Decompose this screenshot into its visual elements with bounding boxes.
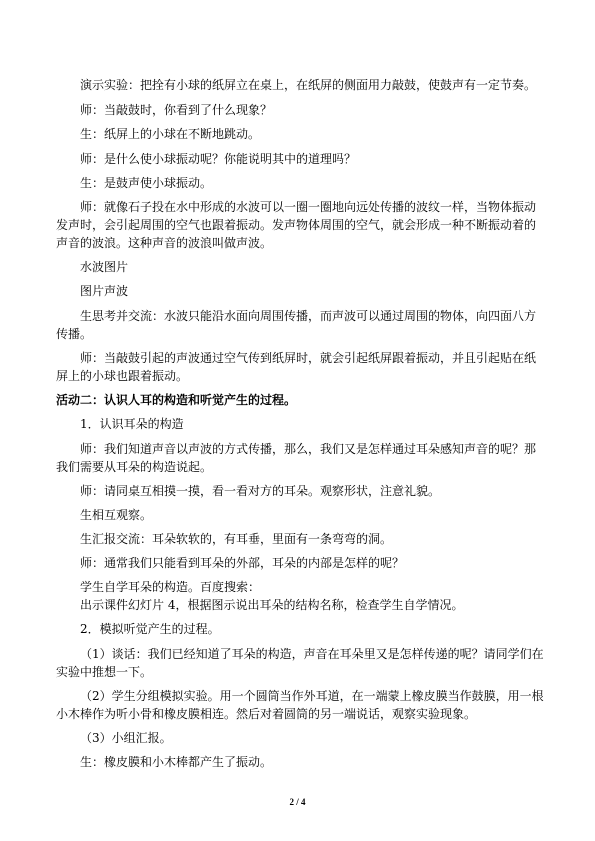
paragraph-line: 1．认识耳朵的构造 — [80, 417, 184, 431]
paragraph-line: （1）谈话：我们已经知道了耳朵的构造，声音在耳朵里又是怎样传递的呢？请同学们在 — [80, 647, 544, 661]
paragraph-line: 水波图片 — [80, 260, 129, 274]
paragraph-line: 实验中推想一下。 — [56, 665, 153, 679]
paragraph-line: 屏上的小球也跟着振动。 — [56, 369, 189, 383]
paragraph-line: 传播。 — [56, 327, 93, 341]
paragraph-line: （3）小组汇报。 — [80, 731, 172, 745]
paragraph-line: 小木棒作为听小骨和橡皮膜相连。然后对着圆筒的另一端说话，观察实验现象。 — [56, 707, 477, 721]
page-number: 2 / 4 — [289, 797, 306, 807]
paragraph-line: 师：是什么使小球振动呢？你能说明其中的道理吗？ — [80, 152, 357, 166]
paragraph-line: 师：当敲鼓时，你看到了什么现象？ — [80, 103, 273, 117]
paragraph-line: 师：当敲鼓引起的声波通过空气传到纸屏时，就会引起纸屏跟着振动，并且引起贴在纸 — [80, 351, 537, 365]
paragraph-line: （2）学生分组模拟实验。用一个圆筒当作外耳道，在一端蒙上橡皮膜当作鼓膜，用一根 — [80, 689, 544, 703]
paragraph-line: 生：纸屏上的小球在不断地跳动。 — [80, 127, 261, 141]
paragraph-line: 生：是鼓声使小球振动。 — [80, 176, 213, 190]
paragraph-line: 我们需要从耳朵的构造说起。 — [56, 460, 213, 474]
paragraph-line: 师：我们知道声音以声波的方式传播，那么，我们又是怎样通过耳朵感知声音的呢？那 — [80, 442, 537, 456]
paragraph-line: 2．模拟听觉产生的过程。 — [80, 622, 220, 636]
paragraph-line: 生思考并交流：水波只能沿水面向周围传播，而声波可以通过周围的物体，向四面八方 — [80, 309, 537, 323]
section-heading: 活动二：认识人耳的构造和听觉产生的过程。 — [56, 393, 297, 407]
paragraph-line: 生：橡皮膜和小木棒都产生了振动。 — [80, 755, 273, 769]
paragraph-line: 出示课件幻灯片 4，根据图示说出耳朵的结构名称，检查学生自学情况。 — [80, 598, 464, 612]
paragraph-line: 师：通常我们只能看到耳朵的外部，耳朵的内部是怎样的呢？ — [80, 556, 405, 570]
paragraph-line: 生相互观察。 — [80, 508, 153, 522]
paragraph-line: 发声时，会引起周围的空气也跟着振动。发声物体周围的空气，就会形成一种不断振动着的 — [56, 218, 537, 232]
paragraph-line: 图片声波 — [80, 284, 129, 298]
paragraph-line: 生汇报交流：耳朵软软的，有耳垂，里面有一条弯弯的洞。 — [80, 532, 393, 546]
paragraph-line: 演示实验：把拴有小球的纸屏立在桌上，在纸屏的侧面用力敲鼓，使鼓声有一定节奏。 — [80, 78, 537, 92]
paragraph-line: 师：请同桌互相摸一摸，看一看对方的耳朵。观察形状，注意礼貌。 — [80, 484, 441, 498]
paragraph-line: 学生自学耳朵的构造。百度搜索： — [80, 580, 261, 594]
paragraph-line: 声音的波浪。这种声音的波浪叫做声波。 — [56, 236, 273, 250]
paragraph-line: 师：就像石子投在水中形成的水波可以一圈一圈地向远处传播的波纹一样，当物体振动 — [80, 200, 537, 214]
